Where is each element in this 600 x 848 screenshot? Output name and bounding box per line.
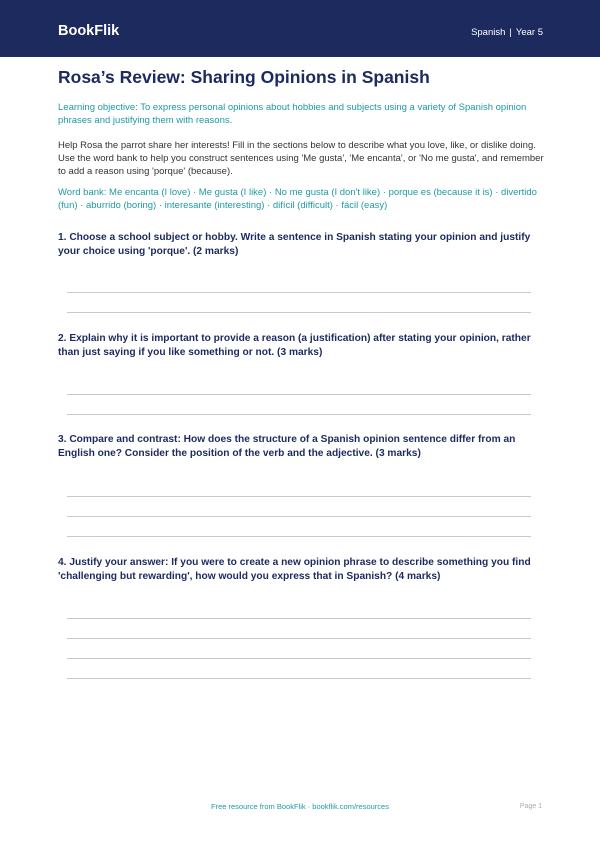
separator: | (509, 27, 512, 38)
answer-line[interactable] (67, 638, 531, 639)
question-3: 3. Compare and contrast: How does the structure of a Spanish opinion sentence differ from an English one? Consider the position of the verb and the adjective. (3 marks) (58, 434, 516, 459)
answer-line[interactable] (67, 618, 531, 619)
question-2: 2. Explain why it is important to provide a reason (a justification) after stating your opinion, rather than just saying if you like something or not. (3 marks) (58, 333, 531, 358)
answer-line[interactable] (67, 292, 531, 293)
answer-line[interactable] (67, 312, 531, 313)
brand-logo: BookFlik (58, 23, 120, 39)
answer-line[interactable] (67, 658, 531, 659)
subject-label: Spanish (471, 27, 506, 38)
page-title: Rosa’s Review: Sharing Opinions in Spanish (58, 67, 430, 87)
word-bank: Word bank: Me encanta (I love) · Me gusta (I like) · No me gusta (I don't like) · porque es (because it is) · divertido (fun) · aburrido (boring) · interesante (interesting) · difícil (difficult) · fácil (easy) (58, 187, 537, 211)
page-number: Page 1 (519, 803, 542, 810)
subject-year-label (471, 27, 543, 38)
answer-line[interactable] (67, 414, 531, 415)
header-bar (0, 0, 600, 57)
answer-line[interactable] (67, 394, 531, 395)
answer-line[interactable] (67, 496, 531, 497)
answer-line[interactable] (67, 516, 531, 517)
answer-line[interactable] (67, 678, 531, 679)
learning-objective: Learning objective: To express personal opinions about hobbies and subjects using a variety of Spanish opinion phrases and justifying them with reasons. (58, 102, 527, 126)
question-4: 4. Justify your answer: If you were to create a new opinion phrase to describe something you find 'challenging but rewarding', how would you express that in Spanish? (4 marks) (58, 557, 531, 582)
answer-line[interactable] (67, 536, 531, 537)
year-label: Year 5 (515, 27, 543, 38)
footer-credit: Free resource from BookFlik · bookflik.com/resources (211, 802, 389, 811)
question-1: 1. Choose a school subject or hobby. Write a sentence in Spanish stating your opinion and justify your choice using 'porque'. (2 marks) (58, 232, 531, 257)
intro-text: Help Rosa the parrot share her interests! Fill in the sections below to describe what you love, like, or dislike doing. Use the word bank to help you construct sentences using 'Me gusta', 'Me encanta', or 'No me gusta', and remember to add a reason using 'porque' (because). (58, 140, 544, 177)
